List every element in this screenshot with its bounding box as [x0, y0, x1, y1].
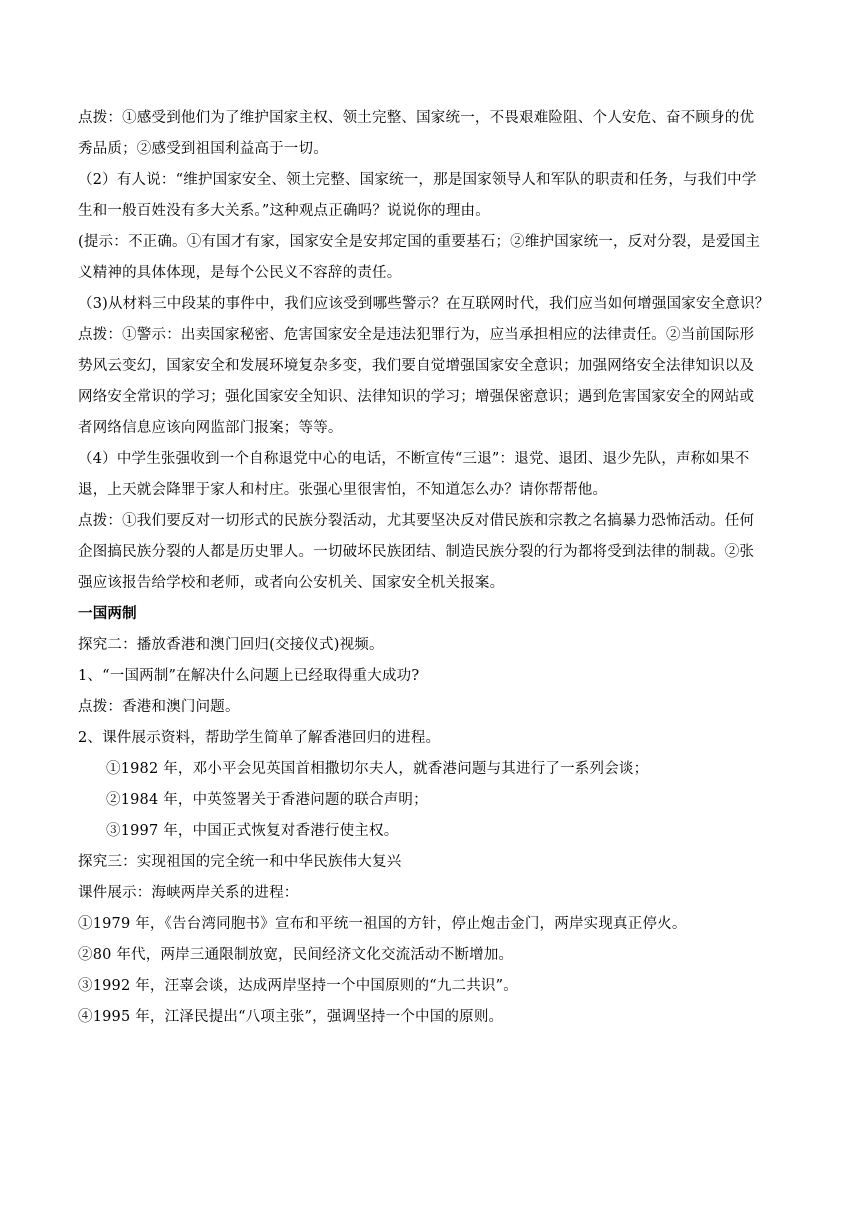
text-line: 点拨：①感受到他们为了维护国家主权、领土完整、国家统一，不畏艰难险阻、个人安危、奋不顾身的优	[78, 110, 755, 126]
text-line: ③1997 年，中国正式恢复对香港行使主权。	[106, 823, 399, 839]
text-line: 课件展示：海峡两岸关系的进程：	[78, 885, 299, 901]
text-line: 义精神的具体体现，是每个公民义不容辞的责任。	[78, 265, 402, 281]
text-line: 秀品质；②感受到祖国利益高于一切。	[78, 141, 328, 157]
text-line: ④1995 年，江泽民提出“八项主张”，强调坚持一个中国的原则。	[78, 1009, 504, 1025]
text-line: 探究二：播放香港和澳门回归(交接仪式)视频。	[78, 637, 384, 653]
text-line: 点拨：①警示：出卖国家秘密、危害国家安全是违法犯罪行为，应当承担相应的法律责任。②当前国际形	[78, 327, 755, 343]
text-line: ①1979 年，《告台湾同胞书》宣布和平统一祖国的方针，停止炮击金门，两岸实现真正停火。	[78, 916, 687, 932]
text-line: 点拨：香港和澳门问题。	[78, 699, 240, 715]
text-line: (提示：不正确。①有国才有家，国家安全是安邦定国的重要基石；②维护国家统一，反对分裂，是爱国主	[78, 234, 761, 250]
text-line: 强应该报告给学校和老师，或者向公安机关、国家安全机关报案。	[78, 575, 505, 591]
section-heading: 一国两制	[78, 606, 137, 622]
text-line: 网络安全常识的学习；强化国家安全知识、法律知识的学习；增强保密意识；遇到危害国家安全的网站或	[78, 389, 755, 405]
text-line: 退，上天就会降罪于家人和村庄。张强心里很害怕，不知道怎么办？请你帮帮他。	[78, 482, 608, 498]
text-line: （2）有人说：“维护国家安全、领土完整、国家统一，那是国家领导人和军队的职责和任务，与我们中学	[78, 172, 757, 188]
text-line: ②1984 年，中英签署关于香港问题的联合声明；	[106, 792, 428, 808]
text-line: ②80 年代，两岸三通限制放宽，民间经济文化交流活动不断增加。	[78, 947, 514, 963]
text-line: 势风云变幻，国家安全和发展环境复杂多变，我们要自觉增强国家安全意识；加强网络安全法律知识以及	[78, 358, 755, 374]
text-line: 者网络信息应该向网监部门报案；等等。	[78, 420, 343, 436]
text-line: ①1982 年，邓小平会见英国首相撒切尔夫人，就香港问题与其进行了一系列会谈；	[106, 761, 649, 777]
text-line: 点拨：①我们要反对一切形式的民族分裂活动，尤其要坚决反对借民族和宗教之名搞暴力恐怖活动。任何	[78, 513, 755, 529]
text-line: 探究三：实现祖国的完全统一和中华民族伟大复兴	[78, 854, 402, 870]
text-line: ③1992 年，汪辜会谈，达成两岸坚持一个中国原则的“九二共识”。	[78, 978, 518, 994]
text-line: 生和一般百姓没有多大关系。”这种观点正确吗？说说你的理由。	[78, 203, 490, 219]
text-line: （3)从材料三中段某的事件中，我们应该受到哪些警示？在互联网时代，我们应当如何增强国家安全意识？	[78, 296, 770, 312]
text-line: 企图搞民族分裂的人都是历史罪人。一切破坏民族团结、制造民族分裂的行为都将受到法律的制裁。②张	[78, 544, 755, 560]
text-line: （4）中学生张强收到一个自称退党中心的电话，不断宣传“三退”：退党、退团、退少先队，声称如果不	[78, 451, 750, 467]
text-line: 2、课件展示资料，帮助学生简单了解香港回归的进程。	[78, 730, 441, 746]
document-body	[78, 103, 798, 1033]
text-line: 1、“一国两制”在解决什么问题上已经取得重大成功?	[78, 668, 420, 684]
